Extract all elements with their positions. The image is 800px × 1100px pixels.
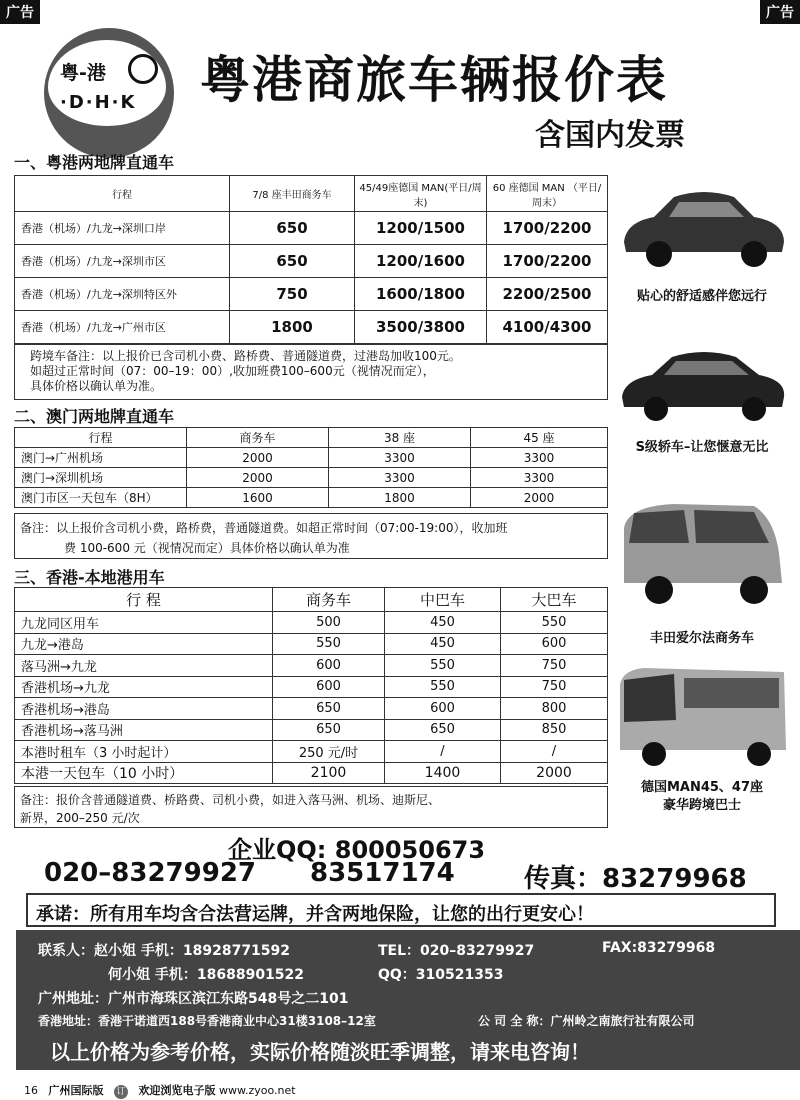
car3-caption: 丰田爱尔法商务车	[649, 631, 754, 646]
price-cell: 2100	[273, 762, 385, 784]
price-cell: 750	[230, 278, 355, 311]
price-cell: 650	[230, 212, 355, 245]
price-cell: 1800	[329, 488, 471, 508]
price-cell: 550	[273, 633, 385, 655]
table-row	[15, 633, 608, 655]
page-number: 16	[24, 1084, 38, 1097]
price-cell: 1700/2200	[487, 212, 608, 245]
price-cell: 750	[501, 676, 608, 698]
table-row	[15, 719, 608, 741]
price-cell: 1200/1500	[355, 212, 487, 245]
price-cell: 600	[501, 633, 608, 655]
telephone: TEL：020–83279927	[378, 943, 535, 959]
service-promise: 承诺：所有用车均含合法营运牌，并含两地保险，让您的出行更安心！	[26, 893, 776, 927]
table-row	[15, 245, 608, 278]
route-cell: 九龙同区用车	[15, 612, 273, 634]
price-cell: 450	[385, 633, 501, 655]
table-row	[15, 311, 608, 344]
note-line: 具体价格以确认单为准。	[30, 379, 163, 393]
ad-label-right: 广告	[760, 0, 800, 24]
company-logo	[44, 28, 174, 158]
price-cell: 3300	[471, 468, 608, 488]
table-header: 中巴车	[385, 588, 501, 612]
table-row	[15, 762, 608, 784]
section3-table	[14, 587, 608, 784]
price-cell: 2200/2500	[487, 278, 608, 311]
table-header: 45 座	[471, 428, 608, 448]
price-cell: 750	[501, 655, 608, 677]
price-cell: 2000	[187, 468, 329, 488]
note-line: 新界，200–250 元/次	[20, 811, 140, 825]
price-cell: 1800	[230, 311, 355, 344]
table-row	[15, 468, 608, 488]
price-cell: 800	[501, 698, 608, 720]
table-row	[15, 448, 608, 468]
note-line: 备注：报价含普通隧道费、桥路费、司机小费，如进入落马洲、机场、迪斯尼、	[20, 793, 441, 807]
table-header: 商务车	[187, 428, 329, 448]
company-qq: 企业QQ: 800050673	[228, 836, 486, 864]
table-header: 7/8 座丰田商务车	[230, 176, 355, 212]
phone-number-2: 83517174	[310, 858, 455, 888]
table-row	[15, 676, 608, 698]
table-row	[15, 741, 608, 763]
page-title: 粤港商旅车辆报价表	[200, 51, 668, 109]
price-cell: 550	[501, 612, 608, 634]
car1-caption: 贴心的舒适感伴您远行	[636, 289, 767, 304]
car4-caption-line2: 豪华跨境巴士	[662, 798, 741, 813]
price-cell: 500	[273, 612, 385, 634]
page-footer	[24, 1082, 296, 1099]
guangzhou-address: 广州地址：广州市海珠区滨江东路548号之二101	[38, 991, 349, 1007]
price-cell: 3300	[471, 448, 608, 468]
subscribe-badge-icon: 订	[114, 1085, 128, 1099]
route-cell: 澳门市区一天包车（8H）	[15, 488, 187, 508]
website-url[interactable]: www.zyoo.net	[219, 1084, 296, 1097]
price-cell: 1200/1600	[355, 245, 487, 278]
table-header: 行 程	[15, 588, 273, 612]
price-cell: 650	[273, 698, 385, 720]
table-row	[15, 655, 608, 677]
note-line: 费 100-600 元（视情况而定）具体价格以确认单为准	[64, 541, 350, 555]
price-disclaimer: 以上价格为参考价格，实际价格随淡旺季调整，请来电咨询！	[50, 1040, 590, 1064]
section2-table	[14, 427, 608, 508]
contact-person-1: 联系人：赵小姐 手机：18928771592	[38, 943, 291, 959]
price-cell: 550	[385, 655, 501, 677]
note-line: 如超过正常时间（07：00–19：00）,收加班费100–600元（视情况而定），	[30, 364, 435, 378]
table-header: 行程	[15, 176, 230, 212]
fax: FAX:83279968	[602, 940, 716, 956]
price-cell: /	[385, 741, 501, 763]
price-cell: 650	[385, 719, 501, 741]
section3-heading: 三、香港-本地港用车	[14, 568, 165, 587]
section3-note	[20, 791, 440, 827]
price-cell: 850	[501, 719, 608, 741]
price-cell: 1400	[385, 762, 501, 784]
car4-caption-line1: 德国MAN45、47座	[640, 780, 764, 795]
s-class-sedan-image	[614, 335, 790, 430]
price-cell: 550	[385, 676, 501, 698]
price-cell: 3500/3800	[355, 311, 487, 344]
route-cell: 香港（机场）/九龙→深圳口岸	[15, 212, 230, 245]
section2-heading: 二、澳门两地牌直通车	[14, 407, 175, 426]
contact-person-2: 何小姐 手机：18688901522	[108, 967, 305, 983]
route-cell: 香港（机场）/九龙→广州市区	[15, 311, 230, 344]
table-row	[15, 212, 608, 245]
company-name: 公 司 全 称：广州岭之南旅行社有限公司	[478, 1014, 695, 1028]
sedan-e-class-image	[614, 172, 790, 277]
note-line: 备注：以上报价含司机小费，路桥费，普通隧道费。如超正常时间（07:00-19:00），收加班	[20, 521, 508, 535]
table-row	[15, 278, 608, 311]
price-cell: 1600/1800	[355, 278, 487, 311]
page-subtitle: 含国内发票	[535, 118, 685, 153]
price-cell: 1700/2200	[487, 245, 608, 278]
price-cell: 250 元/时	[273, 741, 385, 763]
table-header: 45/49座德国 MAN(平日/周末)	[355, 176, 487, 212]
route-cell: 香港机场→九龙	[15, 676, 273, 698]
price-cell: 600	[385, 698, 501, 720]
route-cell: 九龙→港岛	[15, 633, 273, 655]
contact-footer	[16, 930, 800, 1070]
price-cell: 4100/4300	[487, 311, 608, 344]
price-cell: 450	[385, 612, 501, 634]
section1-table	[14, 175, 608, 344]
edition-name: 广州国际版	[48, 1084, 104, 1097]
route-cell: 香港机场→落马洲	[15, 719, 273, 741]
section1-note	[30, 349, 461, 394]
table-header: 38 座	[329, 428, 471, 448]
price-cell: 2000	[471, 488, 608, 508]
toyota-alphard-image	[614, 498, 790, 613]
steering-wheel-icon	[128, 54, 158, 84]
route-cell: 本港时租车（3 小时起计）	[15, 741, 273, 763]
route-cell: 香港（机场）/九龙→深圳市区	[15, 245, 230, 278]
route-cell: 本港一天包车（10 小时）	[15, 762, 273, 784]
price-cell: 3300	[329, 448, 471, 468]
table-header: 大巴车	[501, 588, 608, 612]
price-cell: 3300	[329, 468, 471, 488]
fax-number-big: 传真：83279968	[524, 864, 747, 894]
table-row	[15, 612, 608, 634]
price-cell: 2000	[187, 448, 329, 468]
qq-number: QQ：310521353	[378, 967, 504, 983]
table-row	[15, 698, 608, 720]
hongkong-address: 香港地址：香港干诺道西188号香港商业中心31楼3108–12室	[38, 1014, 376, 1028]
phone-number-1: 020–83279927	[44, 858, 256, 888]
table-row	[15, 488, 608, 508]
ad-label-left: 广告	[0, 0, 40, 24]
price-cell: 600	[273, 676, 385, 698]
route-cell: 澳门→深圳机场	[15, 468, 187, 488]
logo-text-2: ·D·H·K	[60, 92, 137, 113]
price-cell: 1600	[187, 488, 329, 508]
route-cell: 落马洲→九龙	[15, 655, 273, 677]
route-cell: 澳门→广州机场	[15, 448, 187, 468]
note-line: 跨境车备注：以上报价已含司机小费、路桥费、普通隧道费，过港岛加收100元。	[30, 349, 461, 363]
section1-heading: 一、粤港两地牌直通车	[14, 153, 175, 172]
route-cell: 香港（机场）/九龙→深圳特区外	[15, 278, 230, 311]
browse-text: 欢迎浏览电子版	[138, 1084, 216, 1097]
table-header: 行程	[15, 428, 187, 448]
car2-caption: S级轿车–让您惬意无比	[635, 440, 769, 455]
man-coach-bus-image	[614, 660, 790, 770]
price-cell: 650	[273, 719, 385, 741]
price-cell: 650	[230, 245, 355, 278]
price-cell: 2000	[501, 762, 608, 784]
price-cell: /	[501, 741, 608, 763]
section2-note	[20, 518, 508, 558]
route-cell: 香港机场→港岛	[15, 698, 273, 720]
table-header: 商务车	[273, 588, 385, 612]
logo-inner	[48, 40, 166, 126]
logo-text-1: 粤-港	[60, 62, 106, 84]
table-header: 60 座德国 MAN （平日/周末）	[487, 176, 608, 212]
price-cell: 600	[273, 655, 385, 677]
